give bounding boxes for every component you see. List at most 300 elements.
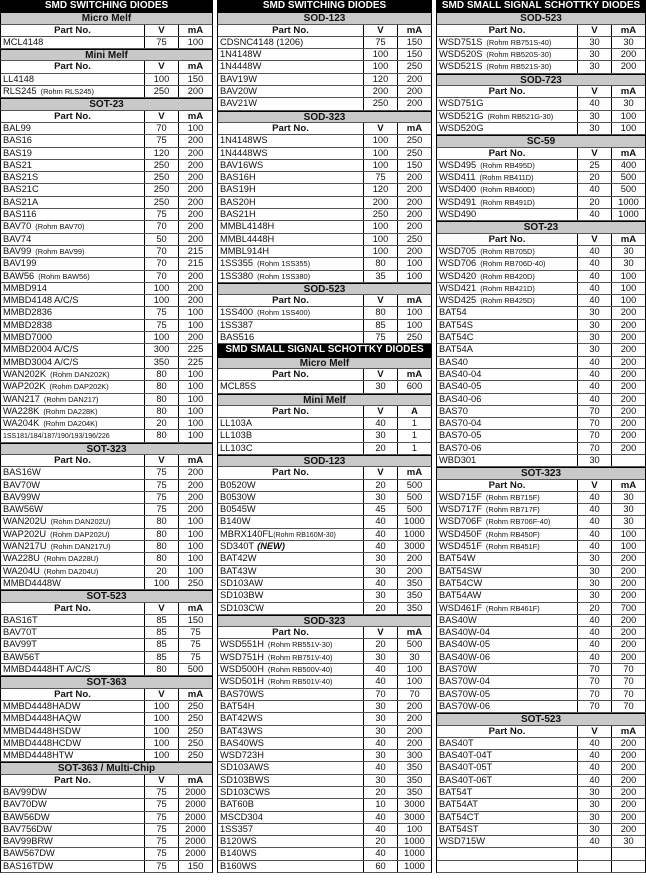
- header-voltage: V: [145, 25, 179, 36]
- voltage-cell: [578, 848, 612, 859]
- voltage-cell: 100: [145, 332, 179, 343]
- current-cell: 100: [187, 319, 204, 330]
- table-row: [0, 135, 213, 147]
- table-header-row: [436, 148, 646, 160]
- part-number: WSD450F: [439, 528, 482, 539]
- table-row: [217, 726, 432, 738]
- part-number: BAV99DW: [3, 787, 47, 797]
- part-number-cell: [1, 184, 145, 195]
- part-number: WSD551H: [220, 639, 264, 650]
- table-row: [436, 172, 646, 184]
- part-number: BAV99: [3, 245, 32, 256]
- voltage-cell: 20: [364, 443, 398, 454]
- part-number-cell: [1, 566, 145, 577]
- table-header-row: [217, 406, 432, 418]
- part-number: SD103AWS: [220, 762, 270, 773]
- header-voltage: V: [578, 25, 612, 36]
- column-left: [0, 0, 213, 887]
- part-number-cell: [437, 689, 578, 700]
- voltage-cell: 100: [145, 295, 179, 306]
- package-section-sc-59: SC-59: [436, 135, 646, 147]
- part-number: MSCD304: [220, 811, 263, 822]
- rohm-equivalent-note: (Rohm RB411D): [479, 173, 534, 183]
- part-number: BAS40W-05: [439, 639, 490, 650]
- column-right: [436, 0, 646, 887]
- current-cell: 200: [620, 627, 637, 638]
- part-number-cell: [1, 418, 145, 429]
- current-cell: 30: [623, 836, 634, 847]
- part-number-cell: [437, 799, 578, 810]
- current-cell: 200: [187, 270, 204, 281]
- voltage-cell: 30: [578, 61, 612, 72]
- current-cell: 200: [620, 811, 637, 822]
- part-number-cell: [437, 258, 578, 269]
- voltage-cell: 20: [364, 639, 398, 650]
- voltage-cell: 40: [578, 738, 612, 749]
- current-cell: 225: [187, 344, 204, 355]
- part-number-cell: [437, 664, 578, 675]
- voltage-cell: 30: [578, 812, 612, 823]
- package-section-sot-363-multi-chip: SOT-363 / Multi-Chip: [0, 762, 213, 774]
- table-row: [217, 529, 432, 541]
- voltage-cell: 250: [364, 209, 398, 220]
- voltage-cell: 35: [364, 271, 398, 282]
- voltage-cell: 60: [364, 861, 398, 872]
- voltage-cell: 30: [364, 381, 398, 392]
- part-number-cell: [218, 234, 364, 245]
- table-row: [0, 713, 213, 725]
- table-row: [436, 775, 646, 787]
- rohm-equivalent-note: (Rohm 1SS380): [257, 271, 311, 281]
- part-number: BAV74: [3, 233, 32, 244]
- part-number: BAS40T-04T: [439, 750, 493, 761]
- voltage-cell: 70: [364, 689, 398, 700]
- rohm-equivalent-note: (Rohm RB421D): [480, 283, 535, 293]
- voltage-cell: 70: [578, 664, 612, 675]
- part-number: MMBL914H: [220, 245, 270, 256]
- package-section-sot-323: SOT-323: [0, 443, 213, 455]
- voltage-cell: 70: [145, 271, 179, 282]
- table-row: [0, 480, 213, 492]
- table-row: [436, 664, 646, 676]
- table-header-row: [0, 25, 213, 37]
- voltage-cell: 30: [578, 566, 612, 577]
- table-row: [217, 590, 432, 602]
- package-section-sot-23: SOT-23: [436, 221, 646, 233]
- current-cell: 200: [620, 430, 637, 441]
- voltage-cell: 75: [145, 135, 179, 146]
- current-cell: 350: [406, 590, 423, 601]
- rohm-equivalent-note: (Rohm RB751V-40): [267, 652, 333, 662]
- current-cell: 250: [187, 713, 204, 724]
- header-current: mA: [406, 467, 423, 479]
- part-number: 1SS387: [220, 319, 254, 330]
- part-number: B140WS: [220, 848, 257, 859]
- table-row: [436, 652, 646, 664]
- table-row: [0, 467, 213, 479]
- voltage-cell: 40: [364, 664, 398, 675]
- table-row: [217, 787, 432, 799]
- table-row: [436, 455, 646, 467]
- voltage-cell: 75: [145, 799, 179, 810]
- part-number: MCL85S: [220, 381, 257, 392]
- current-cell: 1000: [404, 848, 425, 859]
- part-number-cell: [437, 492, 578, 503]
- table-row: [436, 787, 646, 799]
- part-number: MMBD4448W: [3, 577, 61, 588]
- table-row: [436, 689, 646, 701]
- package-section-micro-melf: Micro Melf: [0, 12, 213, 24]
- package-section-sod-123: SOD-123: [217, 455, 432, 467]
- current-cell: 350: [406, 787, 423, 797]
- table-row: [436, 762, 646, 774]
- table-row: [217, 836, 432, 848]
- voltage-cell: 100: [145, 726, 179, 737]
- part-number-cell: [218, 652, 364, 663]
- voltage-cell: 70: [578, 430, 612, 441]
- table-row: [217, 738, 432, 750]
- part-number-cell: [218, 726, 364, 737]
- table-row: [217, 258, 432, 270]
- voltage-cell: 75: [364, 37, 398, 48]
- part-number: BAS21H: [220, 209, 256, 220]
- part-number: B0530W: [220, 491, 256, 502]
- part-number: BAW567DW: [3, 848, 55, 859]
- part-number-cell: [1, 123, 145, 134]
- voltage-cell: 30: [364, 566, 398, 577]
- part-number-cell: [1, 836, 145, 847]
- current-cell: 200: [620, 590, 637, 601]
- part-number-cell: [437, 344, 578, 355]
- part-number: BAT54: [439, 307, 467, 318]
- table-row: [0, 209, 213, 221]
- table-row: [0, 307, 213, 319]
- part-number-cell: [437, 812, 578, 823]
- current-cell: 200: [620, 319, 637, 330]
- table-row: [217, 271, 432, 283]
- current-cell: 200: [187, 147, 204, 158]
- current-cell: 30: [623, 98, 634, 109]
- current-cell: 500: [406, 491, 423, 502]
- part-number-cell: [1, 320, 145, 331]
- part-number-cell: [437, 430, 578, 441]
- voltage-cell: 40: [364, 824, 398, 835]
- part-number: WSD495: [439, 159, 477, 170]
- table-row: [0, 787, 213, 799]
- part-number-cell: [437, 320, 578, 331]
- current-cell: 700: [620, 602, 637, 613]
- current-cell: 200: [406, 737, 423, 748]
- current-cell: 200: [187, 196, 204, 207]
- current-cell: 200: [187, 172, 204, 183]
- part-number: MBRX140FL: [220, 528, 274, 539]
- voltage-cell: 75: [145, 37, 179, 48]
- voltage-cell: 40: [578, 184, 612, 195]
- table-row: [436, 701, 646, 713]
- voltage-cell: 40: [578, 492, 612, 503]
- voltage-cell: 85: [145, 652, 179, 663]
- table-row: [217, 812, 432, 824]
- part-number: BAS21C: [3, 184, 39, 195]
- table-row: [217, 603, 432, 615]
- part-number-cell: [1, 713, 145, 724]
- current-cell: 30: [623, 504, 634, 515]
- current-cell: 350: [406, 577, 423, 588]
- current-cell: 150: [406, 159, 423, 170]
- voltage-cell: 30: [364, 775, 398, 786]
- package-section-sod-523: SOD-523: [436, 12, 646, 24]
- table-header-row: [0, 61, 213, 73]
- voltage-cell: 70: [578, 406, 612, 417]
- current-cell: 250: [406, 332, 423, 343]
- table-row: [0, 861, 213, 873]
- voltage-cell: 200: [364, 197, 398, 208]
- part-number: WAN217: [3, 393, 40, 404]
- part-number: WSD521G: [439, 110, 484, 121]
- current-cell: 70: [623, 676, 634, 687]
- header-voltage: V: [364, 627, 398, 638]
- rohm-equivalent-note: (Rohm RB491D): [480, 197, 535, 207]
- part-number-cell: [218, 307, 364, 318]
- part-number-cell: [218, 639, 364, 650]
- table-row: [0, 652, 213, 664]
- rohm-equivalent-note: (Rohm RB706D-40): [480, 259, 546, 269]
- current-cell: 1000: [618, 196, 639, 207]
- current-cell: 100: [187, 122, 204, 133]
- table-row: [0, 553, 213, 565]
- current-cell: 200: [620, 639, 637, 650]
- current-cell: 150: [187, 860, 204, 871]
- voltage-cell: 100: [145, 283, 179, 294]
- table-row: [217, 750, 432, 762]
- table-row: [217, 848, 432, 860]
- voltage-cell: 80: [145, 394, 179, 405]
- current-cell: 100: [406, 664, 423, 675]
- current-cell: 250: [406, 135, 423, 146]
- table-row: [0, 578, 213, 590]
- voltage-cell: 30: [364, 713, 398, 724]
- part-number: RLS245: [3, 86, 37, 97]
- table-row: [436, 590, 646, 602]
- table-row: [0, 357, 213, 369]
- current-cell: 200: [620, 787, 637, 797]
- part-number-cell: [218, 332, 364, 343]
- header-voltage: V: [578, 480, 612, 491]
- header-current: mA: [620, 24, 637, 36]
- part-number-cell: [437, 504, 578, 515]
- table-row: [217, 61, 432, 73]
- part-number: 1SS400: [220, 307, 254, 318]
- header-voltage: V: [578, 86, 612, 97]
- header-voltage: V: [578, 726, 612, 737]
- voltage-cell: 100: [145, 74, 179, 85]
- voltage-cell: 20: [364, 480, 398, 491]
- part-number-cell: [437, 775, 578, 786]
- table-row: [217, 86, 432, 98]
- current-cell: 200: [406, 196, 423, 207]
- current-cell: 150: [187, 73, 204, 84]
- voltage-cell: 30: [578, 578, 612, 589]
- current-cell: 100: [187, 541, 204, 552]
- table-row: [217, 553, 432, 565]
- part-number-cell: [218, 37, 364, 48]
- voltage-cell: 70: [145, 258, 179, 269]
- voltage-cell: 40: [364, 541, 398, 552]
- current-cell: 100: [620, 282, 637, 293]
- table-row: [0, 701, 213, 713]
- header-part-no: Part No.: [437, 480, 578, 491]
- part-number-cell: [218, 689, 364, 700]
- part-number-cell: [437, 553, 578, 564]
- current-cell: 100: [620, 541, 637, 552]
- current-cell: 3000: [404, 541, 425, 552]
- part-number-cell: [1, 283, 145, 294]
- part-number-cell: [437, 529, 578, 540]
- table-row: [436, 160, 646, 172]
- current-cell: 500: [406, 504, 423, 515]
- table-row: [217, 664, 432, 676]
- part-number: BAT54C: [439, 332, 474, 343]
- voltage-cell: 40: [578, 504, 612, 515]
- part-number: 1N4448WS: [220, 147, 268, 158]
- header-part-no: Part No.: [1, 775, 145, 786]
- part-number-cell: [218, 86, 364, 97]
- current-cell: 500: [620, 184, 637, 195]
- voltage-cell: 50: [145, 234, 179, 245]
- voltage-cell: [578, 861, 612, 872]
- voltage-cell: 30: [578, 307, 612, 318]
- table-row: [436, 615, 646, 627]
- part-number-cell: [437, 283, 578, 294]
- table-row: [0, 824, 213, 836]
- part-number: WA204U: [3, 565, 40, 576]
- part-number-cell: [1, 160, 145, 171]
- header-part-no: Part No.: [218, 406, 364, 417]
- header-voltage: V: [145, 61, 179, 72]
- header-voltage: V: [364, 369, 398, 380]
- part-number-cell: [1, 738, 145, 749]
- table-row: [217, 566, 432, 578]
- voltage-cell: 100: [364, 246, 398, 257]
- package-section-mini-melf: Mini Melf: [0, 49, 213, 61]
- part-number-cell: [1, 430, 145, 441]
- part-number-cell: [437, 566, 578, 577]
- table-row: [436, 184, 646, 196]
- header-current: mA: [406, 368, 423, 380]
- table-row: [0, 738, 213, 750]
- part-number: BAT54CW: [439, 577, 483, 588]
- voltage-cell: 30: [364, 750, 398, 761]
- part-number-cell: [1, 357, 145, 368]
- voltage-cell: 40: [578, 357, 612, 368]
- table-row: [0, 848, 213, 860]
- voltage-cell: 40: [578, 775, 612, 786]
- voltage-cell: 30: [578, 123, 612, 134]
- table-row: [436, 516, 646, 528]
- current-cell: 70: [409, 688, 420, 699]
- current-cell: 200: [187, 467, 204, 478]
- voltage-cell: 40: [578, 381, 612, 392]
- table-row: [0, 160, 213, 172]
- current-cell: 3000: [404, 811, 425, 822]
- table-row: [0, 566, 213, 578]
- part-number-cell: [218, 676, 364, 687]
- voltage-cell: 30: [364, 492, 398, 503]
- part-number: BAW56DW: [3, 811, 50, 822]
- voltage-cell: 80: [145, 516, 179, 527]
- category-banner: SMD SWITCHING DIODES: [0, 0, 213, 12]
- current-cell: 300: [406, 750, 423, 761]
- part-number: BAT43WS: [220, 725, 263, 736]
- part-number-cell: [218, 381, 364, 392]
- current-cell: 200: [620, 307, 637, 318]
- voltage-cell: 80: [364, 307, 398, 318]
- part-number: WSD491: [439, 196, 477, 207]
- table-row: [217, 307, 432, 319]
- header-current: mA: [187, 454, 204, 466]
- table-row: [0, 258, 213, 270]
- current-cell: 200: [620, 774, 637, 785]
- table-row: [217, 504, 432, 516]
- table-row: [436, 295, 646, 307]
- rohm-equivalent-note: (Rohm RB706F-40): [485, 517, 551, 527]
- current-cell: 600: [406, 381, 423, 392]
- voltage-cell: 120: [145, 148, 179, 159]
- voltage-cell: 20: [145, 566, 179, 577]
- part-number-cell: [437, 98, 578, 109]
- table-header-row: [217, 25, 432, 37]
- part-number-cell: [1, 480, 145, 491]
- part-number-cell: [437, 246, 578, 257]
- current-cell: 100: [187, 553, 204, 564]
- voltage-cell: 20: [578, 172, 612, 183]
- part-number: 1SS380: [220, 270, 254, 281]
- part-number: 1N4448W: [220, 61, 262, 72]
- voltage-cell: 80: [145, 381, 179, 392]
- current-cell: 200: [187, 135, 204, 146]
- current-cell: 225: [187, 356, 204, 367]
- part-number-cell: [437, 61, 578, 72]
- voltage-cell: 85: [364, 320, 398, 331]
- current-cell: 100: [406, 258, 423, 269]
- current-cell: 250: [187, 737, 204, 748]
- part-number: SD103BW: [220, 590, 264, 601]
- current-cell: 200: [620, 651, 637, 662]
- voltage-cell: 75: [364, 332, 398, 343]
- current-cell: 100: [187, 393, 204, 404]
- part-number-cell: [1, 197, 145, 208]
- voltage-cell: 85: [145, 627, 179, 638]
- header-part-no: Part No.: [1, 61, 145, 72]
- voltage-cell: 75: [145, 480, 179, 491]
- current-cell: 200: [187, 332, 204, 343]
- voltage-cell: 40: [364, 762, 398, 773]
- table-row: [0, 172, 213, 184]
- part-number: BAS40WS: [220, 737, 264, 748]
- part-number-cell: [218, 98, 364, 109]
- part-number: WSD425: [439, 295, 477, 306]
- rohm-equivalent-note: (Rohm RB451F): [485, 542, 540, 552]
- table-row: [0, 221, 213, 233]
- voltage-cell: 75: [145, 848, 179, 859]
- current-cell: 200: [187, 233, 204, 244]
- voltage-cell: 30: [578, 49, 612, 60]
- voltage-cell: 120: [364, 184, 398, 195]
- table-row: [436, 209, 646, 221]
- voltage-cell: 100: [145, 578, 179, 589]
- table-row: [217, 37, 432, 49]
- table-row: [217, 135, 432, 147]
